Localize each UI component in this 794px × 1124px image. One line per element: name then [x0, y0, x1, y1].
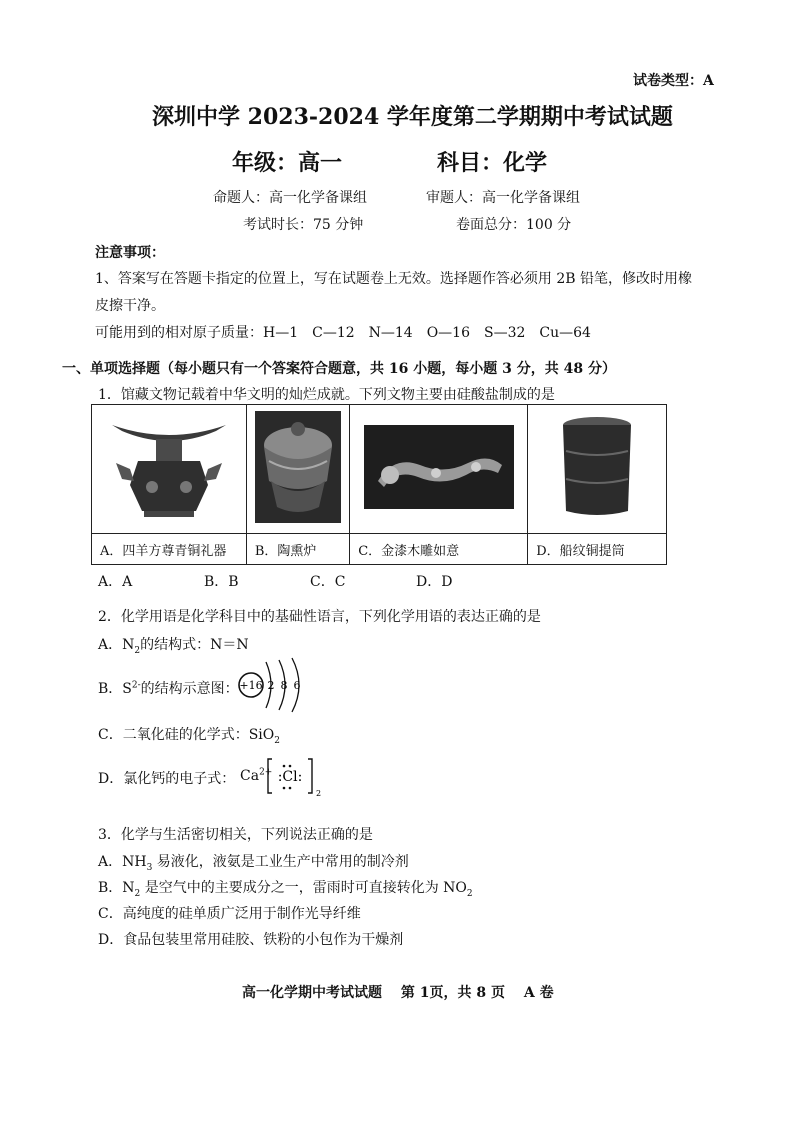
- q1-stem: 1．馆藏文物记载着中华文明的灿烂成就。下列文物主要由硅酸盐制成的是: [98, 387, 555, 403]
- q1-choice-c[interactable]: C．C: [310, 574, 346, 590]
- notes-heading: 注意事项：: [95, 245, 165, 261]
- pottery-censer-icon: [255, 411, 341, 523]
- relic-a-image: [92, 405, 247, 534]
- note-1-line-1: 1、答案写在答题卡指定的位置上，写在试题卷上无效。选择题作答必须用 2B 铅笔，修改时用橡: [95, 271, 693, 287]
- atomic-masses: 可能用到的相对原子质量：H—1 C—12 N—14 O—16 S—32 Cu—64: [95, 325, 591, 341]
- ruyi-sceptre-icon: [364, 425, 514, 509]
- q2-option-d[interactable]: D．氯化钙的电子式：: [98, 771, 236, 787]
- section-1-heading: 一、单项选择题（每小题只有一个答案符合题意，共 16 小题，每小题 3 分，共 48 分）: [62, 361, 616, 377]
- q3-option-c[interactable]: C．高纯度的硅单质广泛用于制作光导纤维: [98, 906, 361, 922]
- q3-option-a[interactable]: A．$NH_3$ 易液化，液氨是工业生产中常用的制冷剂: [98, 854, 409, 873]
- relic-a-caption: A．四羊方尊青铜礼器: [92, 534, 247, 565]
- nucleus-charge: +16: [239, 679, 263, 692]
- relic-c-caption: C．金漆木雕如意: [350, 534, 528, 565]
- q2-option-b[interactable]: B．$S^{2-}$的结构示意图：: [98, 680, 239, 697]
- q1-relics-table: [91, 404, 667, 565]
- paper-type-label: 试卷类型：A: [633, 73, 714, 89]
- bronze-bucket-icon: [558, 415, 636, 519]
- q1-choice-b[interactable]: B．B: [204, 574, 239, 590]
- total-score-label: 卷面总分：100 分: [456, 217, 572, 233]
- calcium-chloride-electron-formula: $Ca^{2+}$: [240, 767, 273, 784]
- relic-d-image: [528, 405, 667, 534]
- shell-3-count: 6: [293, 679, 301, 692]
- reviewer-label: 审题人：高一化学备课组: [426, 190, 580, 206]
- q1-choice-d[interactable]: D．D: [416, 574, 453, 590]
- relic-d-caption: D．船纹铜提筒: [528, 534, 667, 565]
- q3-option-d[interactable]: D．食品包装里常用硅胶、铁粉的小包作为干燥剂: [98, 932, 404, 948]
- q1-choice-a[interactable]: A．A: [98, 574, 133, 590]
- relic-b-image: [246, 405, 349, 534]
- q2-stem: 2．化学用语是化学科目中的基础性语言，下列化学用语的表达正确的是: [98, 609, 541, 625]
- chloride-count: 2: [316, 789, 322, 798]
- q2-option-c[interactable]: C．二氧化硅的化学式：SiO$_2$: [98, 727, 280, 746]
- relic-c-image: [350, 405, 528, 534]
- q3-option-b[interactable]: B．$N_2$ 是空气中的主要成分之一，雷雨时可直接转化为 $NO_2$: [98, 880, 473, 899]
- chloride-bracket-diagram: [266, 756, 322, 798]
- bronze-zun-icon: [108, 415, 230, 519]
- relic-b-caption: B．陶熏炉: [246, 534, 349, 565]
- shell-1-count: 2: [267, 679, 275, 692]
- shell-2-count: 8: [280, 679, 288, 692]
- setter-label: 命题人：高一化学备课组: [213, 190, 367, 206]
- chloride-dots: :Cl:: [277, 769, 303, 785]
- note-1-line-2: 皮擦干净。: [95, 298, 165, 314]
- q2-option-a[interactable]: A．$N_2$的结构式：N＝N: [98, 637, 249, 656]
- q3-stem: 3．化学与生活密切相关，下列说法正确的是: [98, 827, 373, 843]
- sulfide-ion-structure-diagram: [236, 656, 308, 714]
- duration-label: 考试时长：75 分钟: [243, 217, 364, 233]
- grade-label: 年级：高一: [232, 150, 343, 176]
- exam-title: 深圳中学 2023-2024 学年度第二学期期中考试试题: [152, 104, 673, 130]
- page-footer: 高一化学期中考试试题 第 1页，共 8 页 A 卷: [242, 985, 554, 1001]
- subject-label: 科目：化学: [437, 150, 548, 176]
